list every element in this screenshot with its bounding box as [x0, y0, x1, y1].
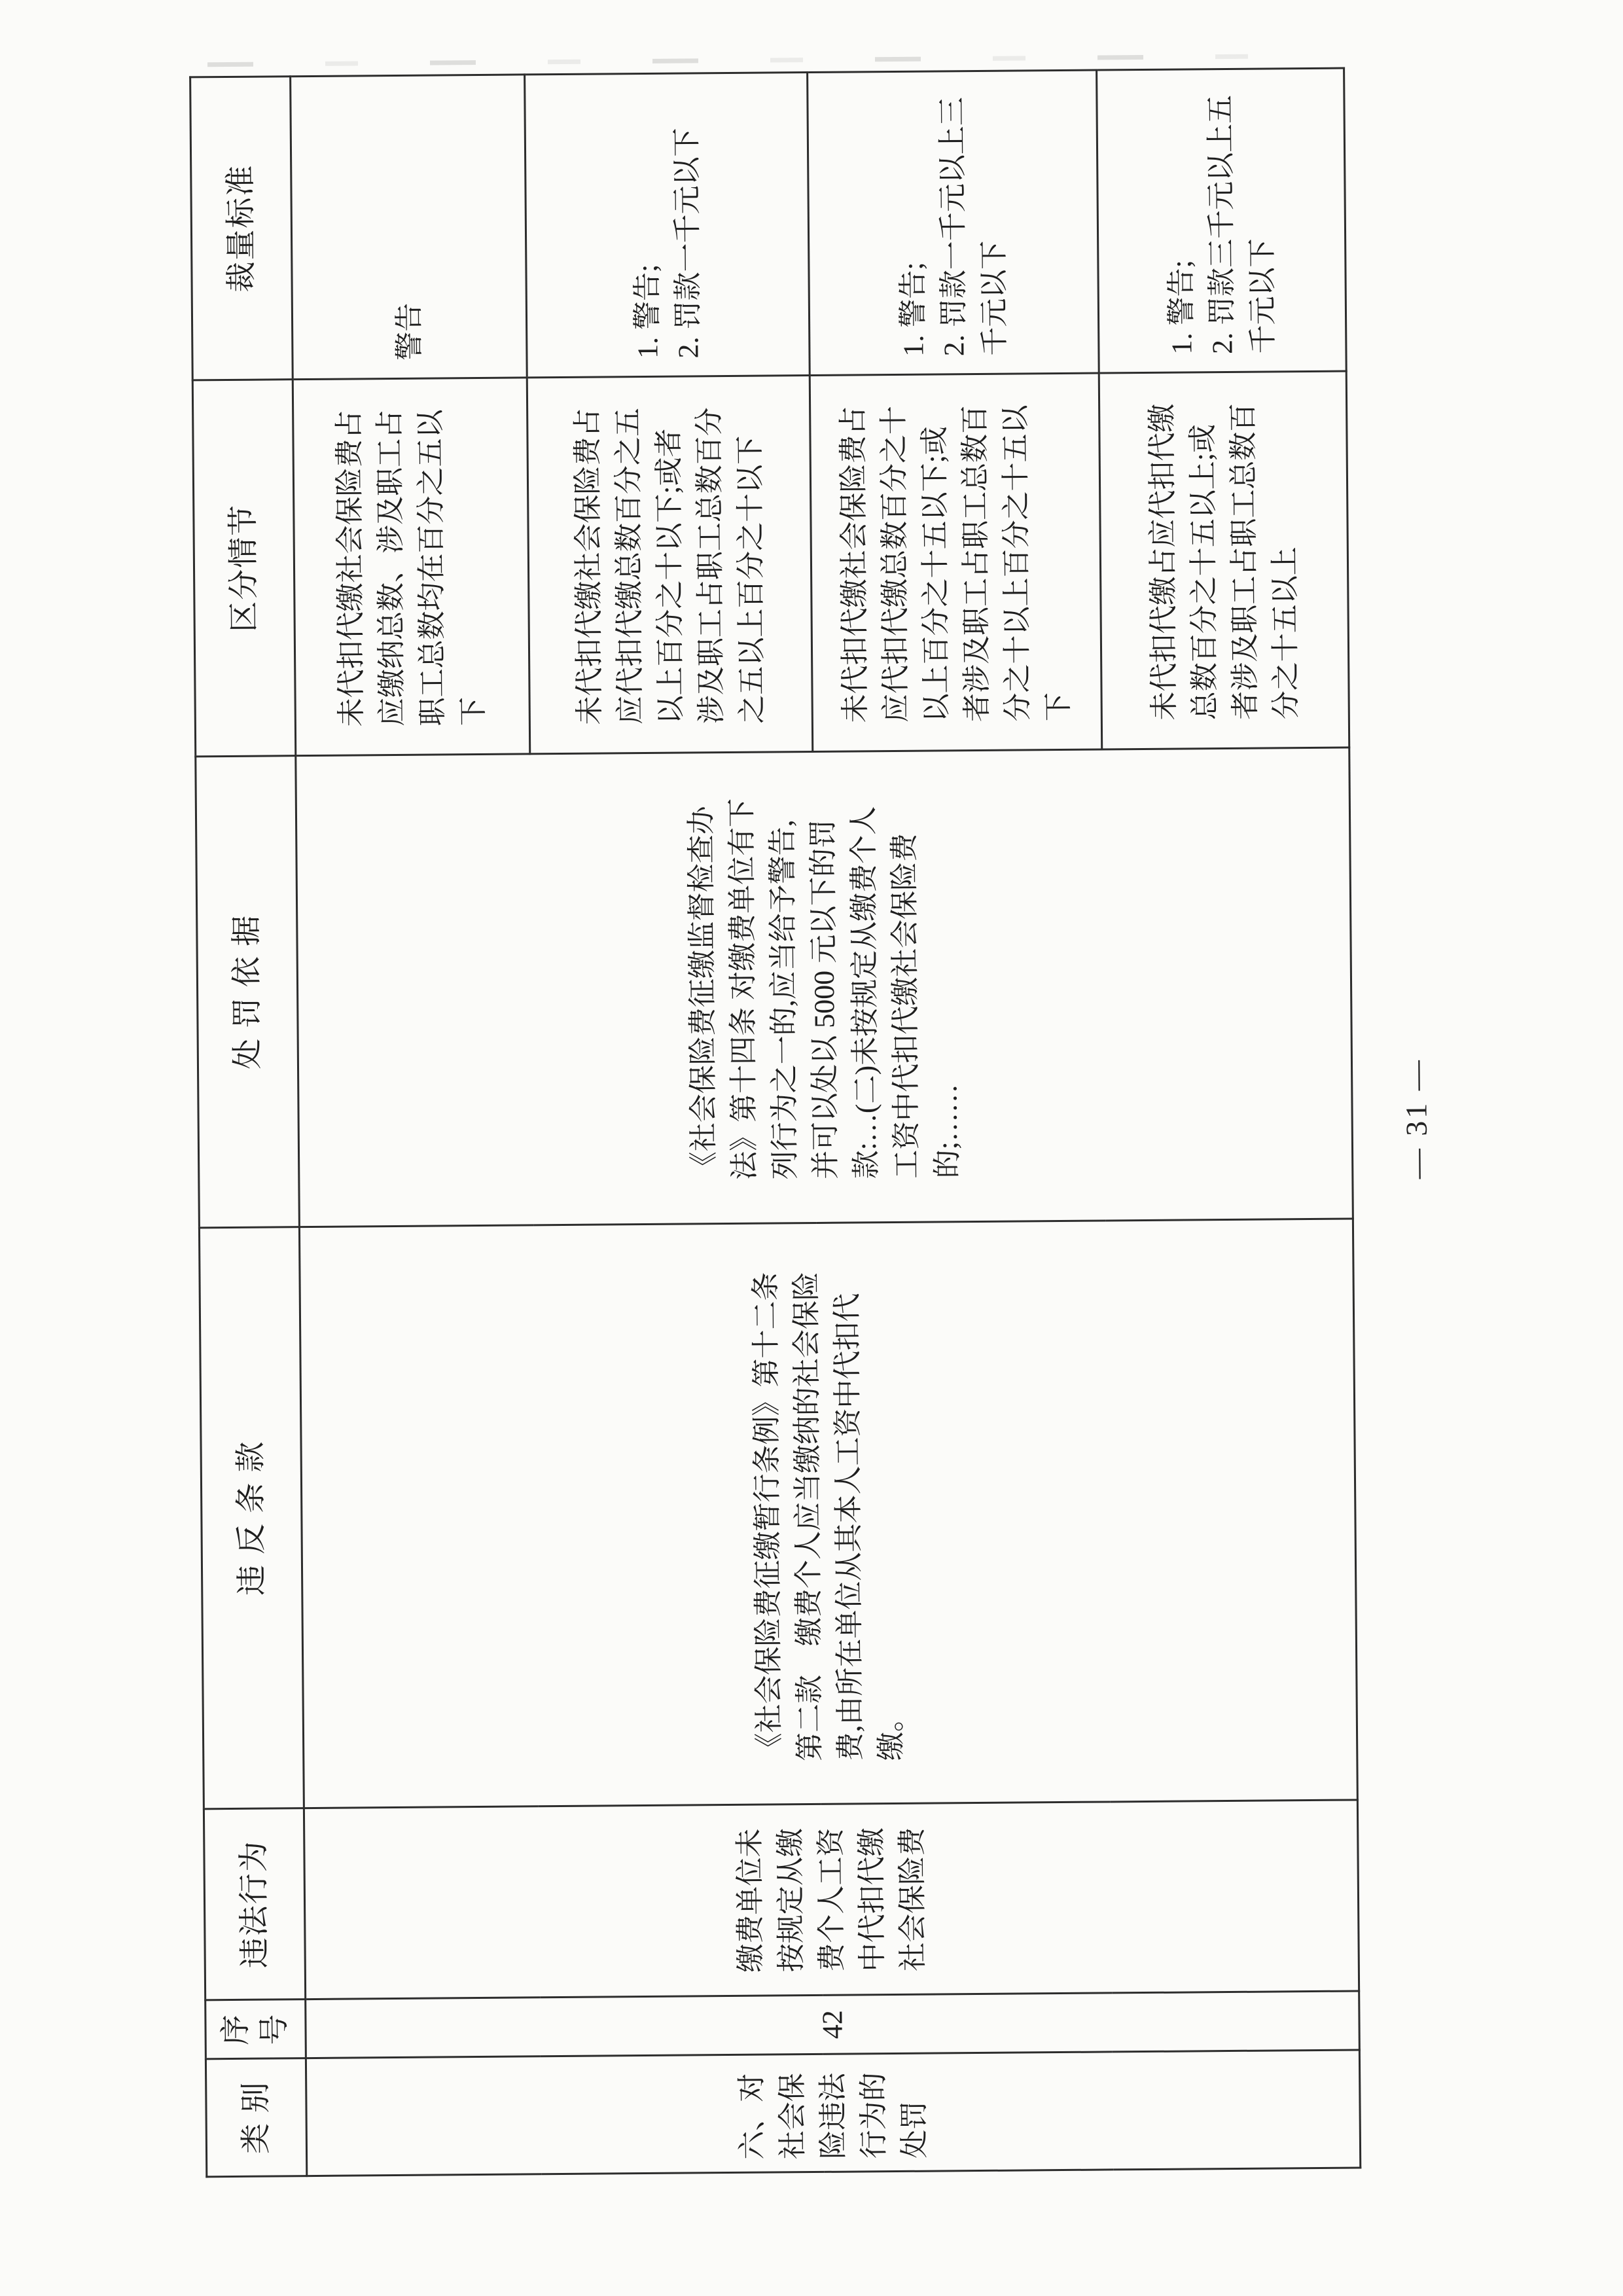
header-circumstances: 区分情节 [192, 380, 296, 757]
scan-artifact-streak [207, 54, 1320, 67]
header-penalty-basis: 处 罚 依 据 [196, 756, 300, 1228]
cell-penalty-basis: 《社会保险费征缴监督检查办法》第十四条 对缴费单位有下列行为之一的,应当给予警告,并可以处以 5000 元以下的罚款:…(二)未按规定从缴费个人工资中代扣代缴社会保险费的;…… [296, 747, 1353, 1227]
header-illegal-act: 违法行为 [204, 1808, 305, 2000]
header-violated-clause: 违 反 条 款 [199, 1227, 304, 1809]
cell-standard-1: 警告 [291, 75, 527, 380]
page-number: — 31 — [1399, 1058, 1434, 1179]
header-category: 类 别 [205, 2058, 306, 2177]
table-row [291, 75, 541, 2176]
cell-circumstance-2: 未代扣代缴社会保险费占应代扣代缴总数百分之五以上百分之十以下;或者涉及职工占职工总数百分之五以上百分之十以下 [527, 375, 813, 753]
cell-violated-clause: 《社会保险费征缴暂行条例》第十二条第二款 缴费个人应当缴纳的社会保险费,由所在单位从其本人工资中代扣代缴。 [299, 1219, 1357, 1808]
cell-standard-2: 1. 警告; 2. 罚款一千元以下 [525, 72, 810, 377]
header-discretion-standard: 裁量标准 [190, 77, 293, 380]
cell-circumstance-4: 未代扣代缴占应代扣代缴总数百分之十五以上;或者涉及职工占职工总数百分之十五以上 [1099, 371, 1349, 749]
cell-standard-3: 1. 警告; 2. 罚款一千元以上三千元以下 [808, 70, 1099, 375]
cell-serial-number: 42 [306, 1991, 1360, 2058]
penalty-discretion-table [189, 67, 1361, 2178]
cell-illegal-act: 缴费单位未按规定从缴费个人工资中代扣代缴社会保险费 [304, 1800, 1359, 2000]
cell-standard-4: 1. 警告; 2. 罚款三千元以上五千元以下 [1097, 68, 1347, 373]
cell-circumstance-3: 未代扣代缴社会保险费占应代扣代缴总数百分之十以上百分之十五以下;或者涉及职工占职工总数百分之十以上百分之十五以下 [810, 373, 1102, 751]
header-row [190, 77, 307, 2177]
cell-circumstance-1: 未代扣代缴社会保险费占应缴纳总数、涉及职工占职工总数均在百分之五以下 [293, 378, 530, 756]
cell-category: 六、对社会保险违法行为的处罚 [306, 2050, 1360, 2176]
header-serial: 序号 [205, 2000, 306, 2059]
